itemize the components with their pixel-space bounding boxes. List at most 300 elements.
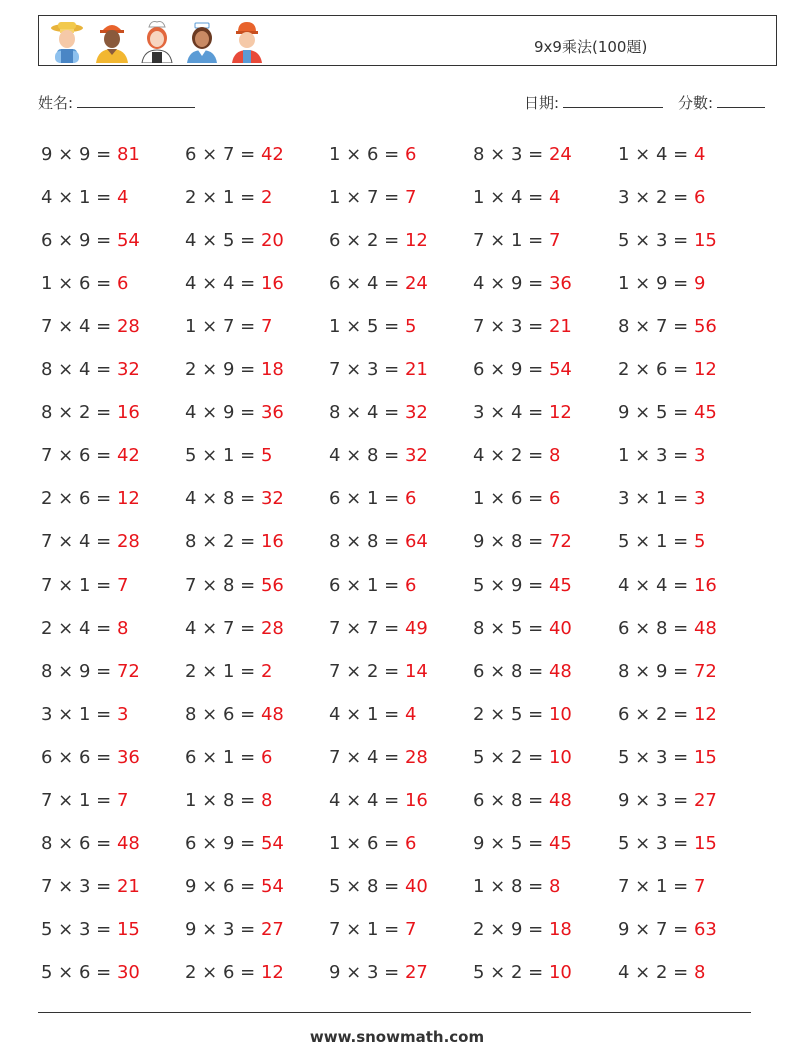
problem-question: 8 × 8 =: [329, 531, 405, 553]
problem-answer: 6: [693, 187, 706, 209]
problem-answer: 10: [548, 961, 572, 983]
problem-question: 6 × 9 =: [185, 832, 261, 854]
problem-item: [185, 488, 284, 510]
problem-item: [618, 919, 717, 941]
problem-item: [185, 445, 272, 467]
problem-answer: 42: [260, 144, 284, 165]
problem-item: [185, 833, 284, 855]
problem-answer: 21: [116, 875, 140, 897]
problem-answer: 15: [693, 746, 717, 768]
problem-answer: 48: [116, 832, 140, 854]
problem-question: 7 × 1 =: [41, 574, 117, 596]
problem-question: 1 × 9 =: [618, 273, 694, 295]
problem-answer: 6: [548, 488, 561, 510]
problem-item: [618, 747, 717, 769]
problem-answer: 48: [693, 617, 717, 639]
problem-question: 9 × 3 =: [618, 789, 694, 811]
problem-item: [41, 187, 128, 209]
problem-answer: 72: [693, 660, 717, 682]
problem-answer: 36: [548, 273, 572, 295]
problem-answer: 16: [116, 402, 140, 424]
problem-answer: 16: [404, 789, 428, 811]
worker-man-icon: [227, 19, 267, 63]
problem-question: 5 × 9 =: [473, 574, 549, 596]
problem-item: [329, 962, 428, 984]
problem-question: 3 × 1 =: [618, 488, 694, 510]
problem-answer: 7: [116, 574, 129, 596]
problem-question: 6 × 6 =: [41, 746, 117, 768]
problem-question: 1 × 4 =: [473, 187, 549, 209]
problem-answer: 7: [693, 875, 706, 897]
problem-item: [329, 273, 428, 295]
problem-answer: 8: [548, 445, 561, 467]
problem-item: [618, 661, 717, 683]
problem-answer: 10: [548, 703, 572, 725]
problem-answer: 15: [693, 230, 717, 252]
problem-item: [185, 144, 284, 166]
problem-answer: 6: [404, 574, 417, 596]
problem-question: 7 × 1 =: [473, 230, 549, 252]
problem-item: [329, 488, 416, 510]
problem-item: [618, 144, 705, 166]
problem-question: 3 × 2 =: [618, 187, 694, 209]
problem-answer: 4: [116, 187, 129, 209]
problem-question: 7 × 8 =: [185, 574, 261, 596]
name-blank[interactable]: [77, 95, 195, 108]
problem-item: [618, 962, 705, 984]
problem-question: 6 × 8 =: [618, 617, 694, 639]
problem-question: 1 × 6 =: [41, 273, 117, 295]
problem-question: 8 × 5 =: [473, 617, 549, 639]
problem-question: 9 × 5 =: [618, 402, 694, 424]
problem-question: 1 × 6 =: [329, 144, 405, 165]
problem-question: 4 × 2 =: [618, 961, 694, 983]
problem-question: 5 × 2 =: [473, 961, 549, 983]
problem-answer: 54: [116, 230, 140, 252]
problem-answer: 64: [404, 531, 428, 553]
problem-item: [473, 488, 560, 510]
problem-answer: 48: [548, 660, 572, 682]
problem-item: [473, 575, 572, 597]
problem-answer: 7: [260, 316, 273, 338]
problem-question: 8 × 4 =: [41, 359, 117, 381]
problem-question: 9 × 3 =: [329, 961, 405, 983]
problem-question: 4 × 9 =: [473, 273, 549, 295]
problem-question: 2 × 1 =: [185, 187, 261, 209]
problem-question: 8 × 9 =: [41, 660, 117, 682]
problem-question: 5 × 3 =: [618, 746, 694, 768]
problem-question: 1 × 8 =: [185, 789, 261, 811]
problem-item: [473, 402, 572, 424]
problem-question: 7 × 3 =: [473, 316, 549, 338]
problem-question: 4 × 8 =: [185, 488, 261, 510]
problem-item: [329, 747, 428, 769]
problem-answer: 24: [548, 144, 572, 165]
problem-answer: 40: [548, 617, 572, 639]
problem-item: [41, 919, 140, 941]
problem-item: [185, 876, 284, 898]
problem-answer: 28: [260, 617, 284, 639]
problem-answer: 3: [116, 703, 129, 725]
problem-answer: 27: [693, 789, 717, 811]
problem-question: 6 × 9 =: [41, 230, 117, 252]
problem-item: [618, 876, 705, 898]
problem-item: [473, 747, 572, 769]
problem-answer: 54: [260, 832, 284, 854]
problem-item: [473, 790, 572, 812]
problem-question: 6 × 2 =: [618, 703, 694, 725]
problem-answer: 8: [548, 875, 561, 897]
problem-question: 5 × 8 =: [329, 875, 405, 897]
problem-answer: 7: [116, 789, 129, 811]
problem-item: [618, 833, 717, 855]
problem-answer: 3: [693, 488, 706, 510]
problem-item: [473, 230, 560, 252]
problem-item: [329, 790, 428, 812]
problem-answer: 45: [548, 574, 572, 596]
problem-item: [618, 273, 705, 295]
problem-answer: 9: [693, 273, 706, 295]
problem-question: 4 × 5 =: [185, 230, 261, 252]
problem-question: 3 × 1 =: [41, 703, 117, 725]
problem-question: 8 × 2 =: [41, 402, 117, 424]
problem-answer: 56: [260, 574, 284, 596]
problem-answer: 12: [693, 703, 717, 725]
problem-item: [185, 747, 272, 769]
problem-answer: 32: [116, 359, 140, 381]
problem-item: [618, 790, 717, 812]
problem-answer: 27: [260, 918, 284, 940]
problem-item: [618, 445, 705, 467]
problem-answer: 72: [116, 660, 140, 682]
problem-answer: 2: [260, 660, 273, 682]
problem-item: [185, 704, 284, 726]
problem-question: 6 × 9 =: [473, 359, 549, 381]
problem-answer: 8: [260, 789, 273, 811]
problem-item: [41, 488, 140, 510]
problem-item: [329, 618, 428, 640]
problem-question: 6 × 8 =: [473, 660, 549, 682]
problem-question: 7 × 1 =: [41, 789, 117, 811]
problem-question: 5 × 3 =: [618, 832, 694, 854]
problem-answer: 5: [693, 531, 706, 553]
problem-answer: 30: [116, 961, 140, 983]
problem-item: [329, 445, 428, 467]
problem-question: 2 × 9 =: [473, 918, 549, 940]
problem-item: [329, 833, 416, 855]
problem-answer: 16: [260, 531, 284, 553]
problem-item: [473, 359, 572, 381]
problem-question: 7 × 2 =: [329, 660, 405, 682]
problem-item: [185, 790, 272, 812]
problem-item: [473, 962, 572, 984]
problem-item: [41, 833, 140, 855]
problem-answer: 14: [404, 660, 428, 682]
problem-item: [329, 230, 428, 252]
problem-question: 7 × 6 =: [41, 445, 117, 467]
problem-question: 1 × 7 =: [185, 316, 261, 338]
score-blank[interactable]: [717, 95, 765, 108]
man-orange-cap-icon: [92, 19, 132, 63]
problem-answer: 7: [404, 918, 417, 940]
problem-question: 4 × 9 =: [185, 402, 261, 424]
problem-item: [41, 790, 128, 812]
problem-question: 5 × 2 =: [473, 746, 549, 768]
problem-item: [618, 187, 705, 209]
problem-answer: 36: [260, 402, 284, 424]
problem-question: 8 × 6 =: [185, 703, 261, 725]
problem-answer: 42: [116, 445, 140, 467]
problem-answer: 32: [404, 445, 428, 467]
problem-answer: 32: [404, 402, 428, 424]
problem-item: [329, 704, 416, 726]
problem-question: 6 × 1 =: [329, 574, 405, 596]
problem-answer: 10: [548, 746, 572, 768]
problem-answer: 40: [404, 875, 428, 897]
problem-answer: 4: [404, 703, 417, 725]
problem-answer: 5: [404, 316, 417, 338]
problem-question: 5 × 6 =: [41, 961, 117, 983]
problem-question: 2 × 5 =: [473, 703, 549, 725]
problem-question: 2 × 6 =: [185, 961, 261, 983]
problem-answer: 36: [116, 746, 140, 768]
problem-item: [473, 316, 572, 338]
problem-item: [329, 919, 416, 941]
problem-question: 5 × 1 =: [618, 531, 694, 553]
problem-question: 1 × 6 =: [473, 488, 549, 510]
problem-answer: 12: [404, 230, 428, 252]
problem-item: [41, 359, 140, 381]
problem-question: 1 × 5 =: [329, 316, 405, 338]
problem-answer: 72: [548, 531, 572, 553]
problem-item: [329, 316, 416, 338]
problem-question: 1 × 3 =: [618, 445, 694, 467]
problem-answer: 12: [260, 961, 284, 983]
problem-item: [41, 704, 128, 726]
problem-item: [185, 359, 284, 381]
problem-question: 1 × 6 =: [329, 832, 405, 854]
problem-item: [185, 661, 272, 683]
problem-item: [329, 402, 428, 424]
problem-answer: 15: [116, 918, 140, 940]
problem-question: 8 × 4 =: [329, 402, 405, 424]
problem-answer: 12: [693, 359, 717, 381]
problem-answer: 21: [404, 359, 428, 381]
score-label: 分數:: [678, 94, 714, 112]
problem-question: 8 × 9 =: [618, 660, 694, 682]
problem-answer: 7: [548, 230, 561, 252]
problem-question: 4 × 1 =: [41, 187, 117, 209]
problem-question: 6 × 7 =: [185, 144, 261, 165]
problem-item: [41, 618, 128, 640]
problem-answer: 8: [116, 617, 129, 639]
problem-item: [185, 919, 284, 941]
score-field: [678, 92, 765, 113]
problem-item: [473, 445, 560, 467]
date-blank[interactable]: [563, 95, 663, 108]
problem-question: 7 × 1 =: [618, 875, 694, 897]
problem-question: 7 × 4 =: [329, 746, 405, 768]
problem-item: [185, 230, 284, 252]
problem-answer: 45: [693, 402, 717, 424]
problem-item: [41, 402, 140, 424]
problem-question: 4 × 2 =: [473, 445, 549, 467]
problem-question: 6 × 8 =: [473, 789, 549, 811]
problem-item: [41, 661, 140, 683]
problem-question: 7 × 3 =: [329, 359, 405, 381]
problem-question: 7 × 3 =: [41, 875, 117, 897]
problem-answer: 7: [404, 187, 417, 209]
worksheet-header: [38, 15, 777, 66]
problem-answer: 45: [548, 832, 572, 854]
problem-answer: 28: [116, 316, 140, 338]
problem-answer: 48: [548, 789, 572, 811]
problem-answer: 6: [260, 746, 273, 768]
problem-question: 8 × 6 =: [41, 832, 117, 854]
problem-item: [185, 575, 284, 597]
name-label: 姓名:: [38, 94, 74, 112]
problem-answer: 16: [260, 273, 284, 295]
problem-question: 3 × 4 =: [473, 402, 549, 424]
problem-answer: 56: [693, 316, 717, 338]
problem-answer: 12: [116, 488, 140, 510]
problem-answer: 16: [693, 574, 717, 596]
problem-question: 7 × 4 =: [41, 531, 117, 553]
problem-question: 9 × 9 =: [41, 144, 117, 165]
problem-answer: 27: [404, 961, 428, 983]
problem-item: [618, 618, 717, 640]
problem-item: [329, 661, 428, 683]
problem-item: [618, 359, 717, 381]
problem-answer: 28: [116, 531, 140, 553]
problem-answer: 4: [693, 144, 706, 165]
problem-question: 4 × 7 =: [185, 617, 261, 639]
problem-answer: 24: [404, 273, 428, 295]
problem-question: 4 × 1 =: [329, 703, 405, 725]
problem-item: [618, 402, 717, 424]
problem-item: [473, 273, 572, 295]
problem-question: 6 × 1 =: [185, 746, 261, 768]
problem-question: 5 × 3 =: [41, 918, 117, 940]
footer-url: www.snowmath.com: [309, 1028, 485, 1046]
problem-item: [41, 316, 140, 338]
problem-item: [329, 187, 416, 209]
chef-woman-icon: [137, 19, 177, 63]
problem-question: 2 × 6 =: [618, 359, 694, 381]
problem-answer: 5: [260, 445, 273, 467]
problem-question: 5 × 1 =: [185, 445, 261, 467]
name-field: [38, 92, 195, 113]
problem-item: [473, 531, 572, 553]
problem-question: 4 × 4 =: [618, 574, 694, 596]
problem-answer: 54: [548, 359, 572, 381]
problem-item: [41, 962, 140, 984]
date-label: 日期:: [524, 94, 560, 112]
problem-answer: 81: [116, 144, 140, 165]
problem-question: 2 × 9 =: [185, 359, 261, 381]
problem-answer: 63: [693, 918, 717, 940]
problem-item: [473, 618, 572, 640]
problem-item: [41, 144, 140, 166]
problem-item: [618, 704, 717, 726]
problem-question: 2 × 4 =: [41, 617, 117, 639]
problem-answer: 49: [404, 617, 428, 639]
problem-item: [473, 919, 572, 941]
problem-question: 4 × 4 =: [185, 273, 261, 295]
problem-question: 7 × 1 =: [329, 918, 405, 940]
problem-item: [41, 531, 140, 553]
problem-question: 1 × 8 =: [473, 875, 549, 897]
problem-answer: 6: [404, 144, 417, 165]
problem-answer: 4: [548, 187, 561, 209]
problem-question: 9 × 5 =: [473, 832, 549, 854]
problem-item: [618, 575, 717, 597]
problem-item: [329, 531, 428, 553]
problem-item: [473, 661, 572, 683]
problem-item: [473, 144, 572, 166]
problem-item: [329, 144, 416, 166]
problem-answer: 18: [260, 359, 284, 381]
problem-item: [185, 618, 284, 640]
problem-item: [41, 445, 140, 467]
problem-answer: 28: [404, 746, 428, 768]
date-field: [524, 92, 663, 113]
problem-question: 9 × 6 =: [185, 875, 261, 897]
problem-question: 8 × 3 =: [473, 144, 549, 165]
problem-item: [185, 187, 272, 209]
problem-question: 9 × 8 =: [473, 531, 549, 553]
problem-item: [185, 316, 272, 338]
problem-question: 9 × 3 =: [185, 918, 261, 940]
problem-item: [41, 575, 128, 597]
problem-answer: 18: [548, 918, 572, 940]
problem-answer: 12: [548, 402, 572, 424]
problem-question: 6 × 1 =: [329, 488, 405, 510]
problem-question: 9 × 7 =: [618, 918, 694, 940]
problem-item: [473, 187, 560, 209]
nurse-woman-icon: [182, 19, 222, 63]
problem-question: 4 × 4 =: [329, 789, 405, 811]
problem-item: [329, 575, 416, 597]
problem-answer: 6: [404, 488, 417, 510]
problem-question: 2 × 1 =: [185, 660, 261, 682]
avatar-strip: [47, 19, 267, 63]
problem-question: 8 × 2 =: [185, 531, 261, 553]
problem-question: 8 × 7 =: [618, 316, 694, 338]
problem-item: [185, 962, 284, 984]
problem-answer: 6: [404, 832, 417, 854]
problem-item: [41, 273, 128, 295]
problem-answer: 48: [260, 703, 284, 725]
problem-answer: 8: [693, 961, 706, 983]
problem-item: [185, 531, 284, 553]
problem-question: 1 × 7 =: [329, 187, 405, 209]
problem-item: [41, 876, 140, 898]
problem-item: [329, 876, 428, 898]
problem-item: [473, 876, 560, 898]
problem-answer: 32: [260, 488, 284, 510]
problem-item: [618, 488, 705, 510]
problem-item: [618, 316, 717, 338]
problem-item: [473, 704, 572, 726]
problem-question: 5 × 3 =: [618, 230, 694, 252]
farmer-woman-icon: [47, 19, 87, 63]
problem-item: [618, 531, 705, 553]
problem-item: [41, 747, 140, 769]
problem-question: 4 × 8 =: [329, 445, 405, 467]
problem-item: [185, 273, 284, 295]
worksheet-title: 9x9乘法(100題): [534, 38, 648, 56]
